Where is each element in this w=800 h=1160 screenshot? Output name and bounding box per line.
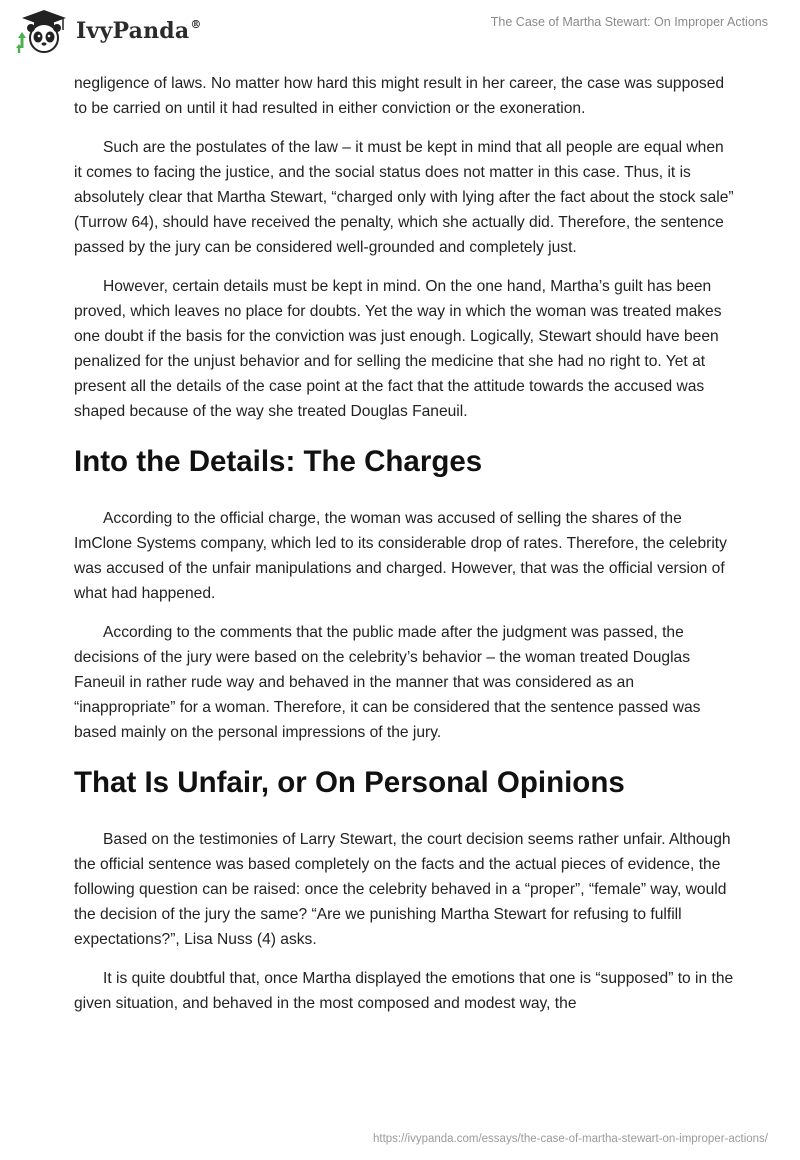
paragraph-3: However, certain details must be kept in mind. On the one hand, Martha’s guilt has been proved, which leaves no place for doubts. Yet the way in which the woman was treated makes one doubt if the basis for the conviction was just enough. Logically, Stewart should have been penalized for the unjust behavior and for selling the medicine that she had no right to. Yet at present all the details of the case point at the fact that the attitude towards the accused was shaped because of the way she treated Douglas Faneuil. bbox=[74, 278, 722, 420]
paragraph-2: Such are the postulates of the law – it must be kept in mind that all people are equal when it comes to facing the justice, and the social status does not matter in this case. Thus, it is absolutely clear that Martha Stewart, “charged only with lying after the fact about the stock sale” (Turrow 64), should have received the penalty, which she actually did. Therefore, the sentence passed by the jury can be considered well-grounded and completely just. bbox=[74, 139, 734, 256]
brand-logo[interactable] bbox=[14, 8, 202, 56]
section-heading-charges: Into the Details: The Charges bbox=[74, 445, 483, 478]
footer-url-link[interactable]: https://ivypanda.com/essays/the-case-of-martha-stewart-on-improper-actions/ bbox=[373, 1133, 768, 1145]
brand-name: IvyPanda® bbox=[76, 17, 202, 44]
panda-graduate-logo-icon bbox=[14, 8, 70, 56]
paragraph-1: negligence of laws. No matter how hard this might result in her career, the case was supposed to be carried on until it had resulted in either conviction or the exoneration. bbox=[74, 75, 725, 117]
document-title: The Case of Martha Stewart: On Improper Actions bbox=[490, 15, 768, 29]
page-header bbox=[0, 0, 800, 70]
paragraph-6: Based on the testimonies of Larry Stewart, the court decision seems rather unfair. Although the official sentence was based completely on the facts and the actual pieces of evidence, the following question can be raised: once the celebrity behaved in a “proper”, “female” way, would the decision of the jury the same? “Are we punishing Martha Stewart for refusing to fulfill expectations?”, Lisa Nuss (4) asks. bbox=[74, 831, 731, 948]
article-body bbox=[74, 71, 734, 1030]
section-heading-unfair: That Is Unfair, or On Personal Opinions bbox=[74, 766, 625, 799]
paragraph-5: According to the comments that the public made after the judgment was passed, the decisions of the jury were based on the celebrity’s behavior – the woman treated Douglas Faneuil in rather rude way and behaved in the manner that was considered as an “inappropriate” for a woman. Therefore, it can be considered that the sentence passed was based mainly on the personal impressions of the jury. bbox=[74, 624, 701, 741]
paragraph-7: It is quite doubtful that, once Martha displayed the emotions that one is “supposed” to in the given situation, and behaved in the most composed and modest way, the bbox=[74, 970, 734, 1012]
paragraph-4: According to the official charge, the woman was accused of selling the shares of the ImClone Systems company, which led to its considerable drop of rates. Therefore, the celebrity was accused of the unfair manipulations and charged. However, that was the official version of what had happened. bbox=[74, 510, 727, 602]
